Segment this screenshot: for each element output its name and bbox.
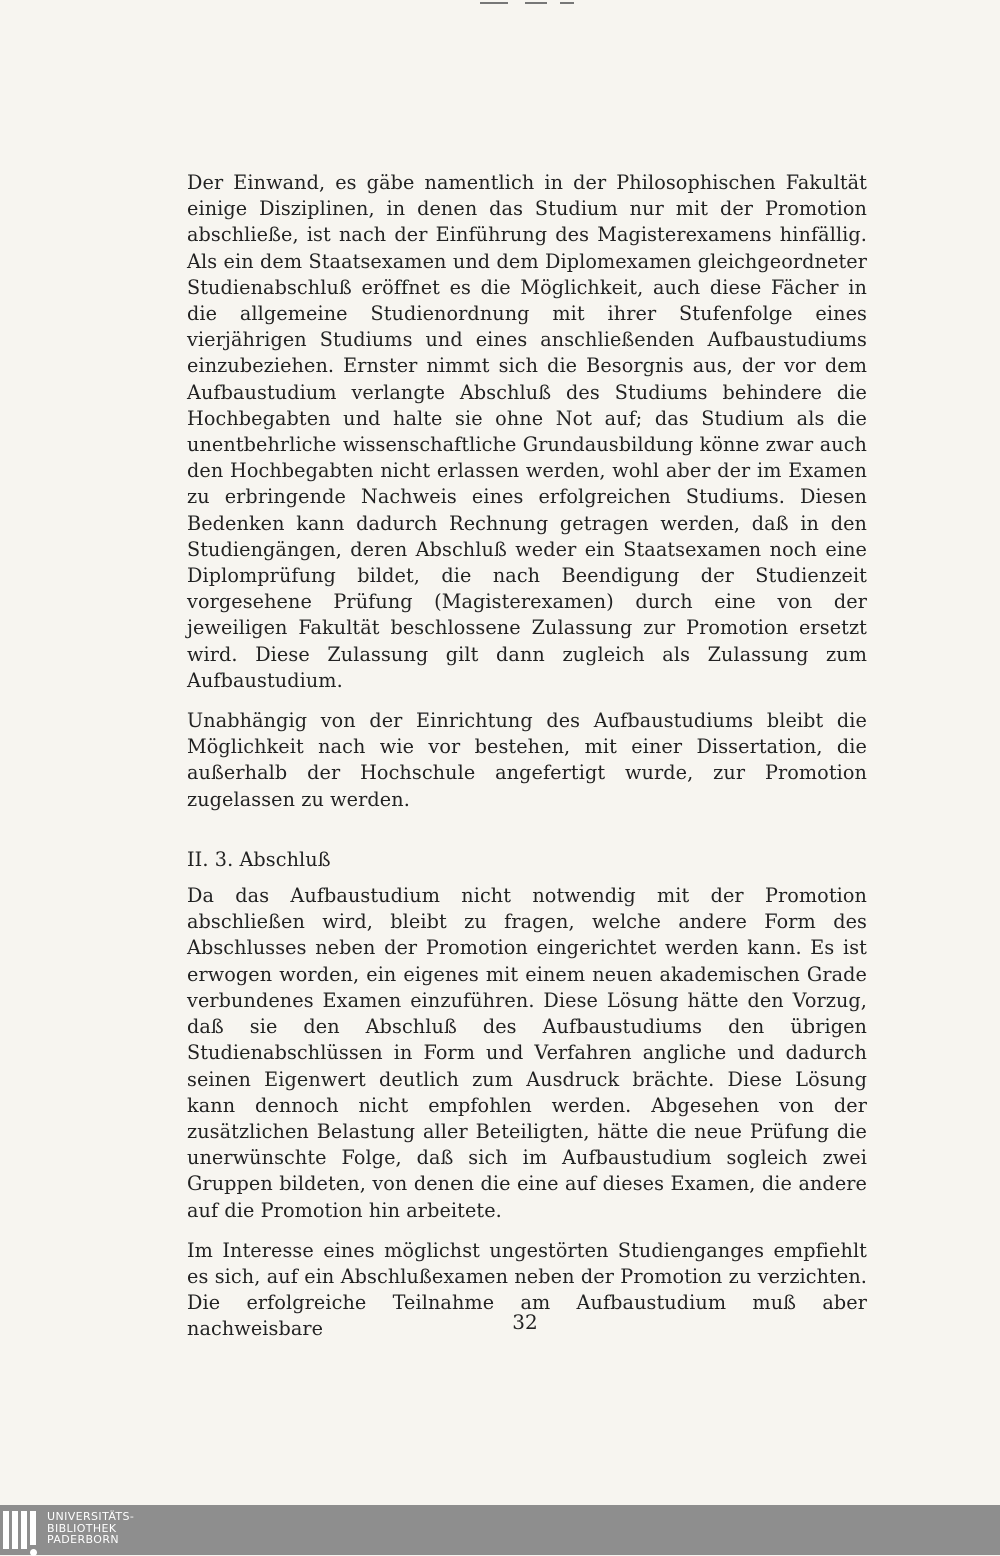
body-text	[187, 170, 867, 1343]
paragraph: Im Interesse eines möglichst ungestörten Studienganges empfiehlt es sich, auf ein Abschlußexamen neben der Promotion zu verzichten. Die erfolgreiche Teilnahme am Aufbaustudium muß aber nachweisbare	[187, 1238, 867, 1341]
paragraph: Unabhängig von der Einrichtung des Aufbaustudiums bleibt die Möglichkeit nach wie vor bestehen, mit einer Dissertation, die außerhalb der Hochschule angefertigt wurde, zur Promotion zugelassen zu werden.	[187, 709, 867, 811]
logo-line: BIBLIOTHEK	[47, 1521, 117, 1535]
library-logo	[3, 1511, 134, 1555]
library-logo-icon	[3, 1511, 36, 1549]
page-number: 32	[512, 1310, 538, 1334]
paragraph: Der Einwand, es gäbe namentlich in der Philosophischen Fakultät einige Disziplinen, in denen das Studium nur mit der Promotion abschließe, ist nach der Einführung des Magisterexamens hinfällig. Als ein dem Staatsexamen und dem Diplomexamen gleichgeordneter Studienabschluß eröffnet es die Möglichkeit, auch diese Fächer in die allgemeine Studienordnung mit ihrer Stufenfolge eines vierjährigen Studiums und eines anschließenden Aufbaustudiums einzubeziehen. Ernster nimmt sich die Besorgnis aus, der vor dem Aufbaustudium verlangte Abschluß des Studiums behindere die Hochbegabten und halte sie ohne Not auf; das Studium als die unentbehrliche wissenschaftliche Grundausbildung könne zwar auch den Hochbegabten nicht erlassen werden, wohl aber der im Examen zu erbringende Nachweis eines erfolgreichen Studiums. Diesen Bedenken kann dadurch Rechnung getragen werden, daß in den Studiengängen, deren Abschluß weder ein Staatsexamen noch eine Diplomprüfung bildet, die nach Beendigung der Studienzeit vorgesehene Prüfung (Magisterexamen) durch eine von der jeweiligen Fakultät beschlossene Zulassung zur Promotion ersetzt wird. Diese Zulassung gilt dann zugleich als Zulassung zum Aufbaustudium.	[187, 171, 867, 692]
logo-line: UNIVERSITÄTS-	[47, 1510, 135, 1523]
logo-line: PADERBORN	[47, 1533, 120, 1546]
library-footer	[0, 1505, 1000, 1555]
library-name	[47, 1511, 134, 1546]
paragraph: Da das Aufbaustudium nicht notwendig mit der Promotion abschließen wird, bleibt zu fragen, welche andere Form des Abschlusses neben der Promotion eingerichtet werden kann. Es ist erwogen worden, ein eigenes mit einem neuen akademischen Grade verbundenes Examen einzuführen. Diese Lösung hätte den Vorzug, daß sie den Abschluß des Aufbaustudiums den übrigen Studienabschlüssen in Form und Verfahren angliche und dadurch seinen Eigenwert deutlich zum Ausdruck brächte. Diese Lösung kann dennoch nicht empfohlen werden. Abgesehen von der zusätzlichen Belastung aller Beteiligten, hätte die neue Prüfung die unerwünschte Folge, daß sich im Aufbaustudium sogleich zwei Gruppen bildeten, von denen die eine auf dieses Examen, die andere auf die Promotion hin arbeitete.	[187, 884, 867, 1222]
section-heading: II. 3. Abschluß	[187, 847, 331, 871]
scan-mark	[480, 0, 590, 6]
